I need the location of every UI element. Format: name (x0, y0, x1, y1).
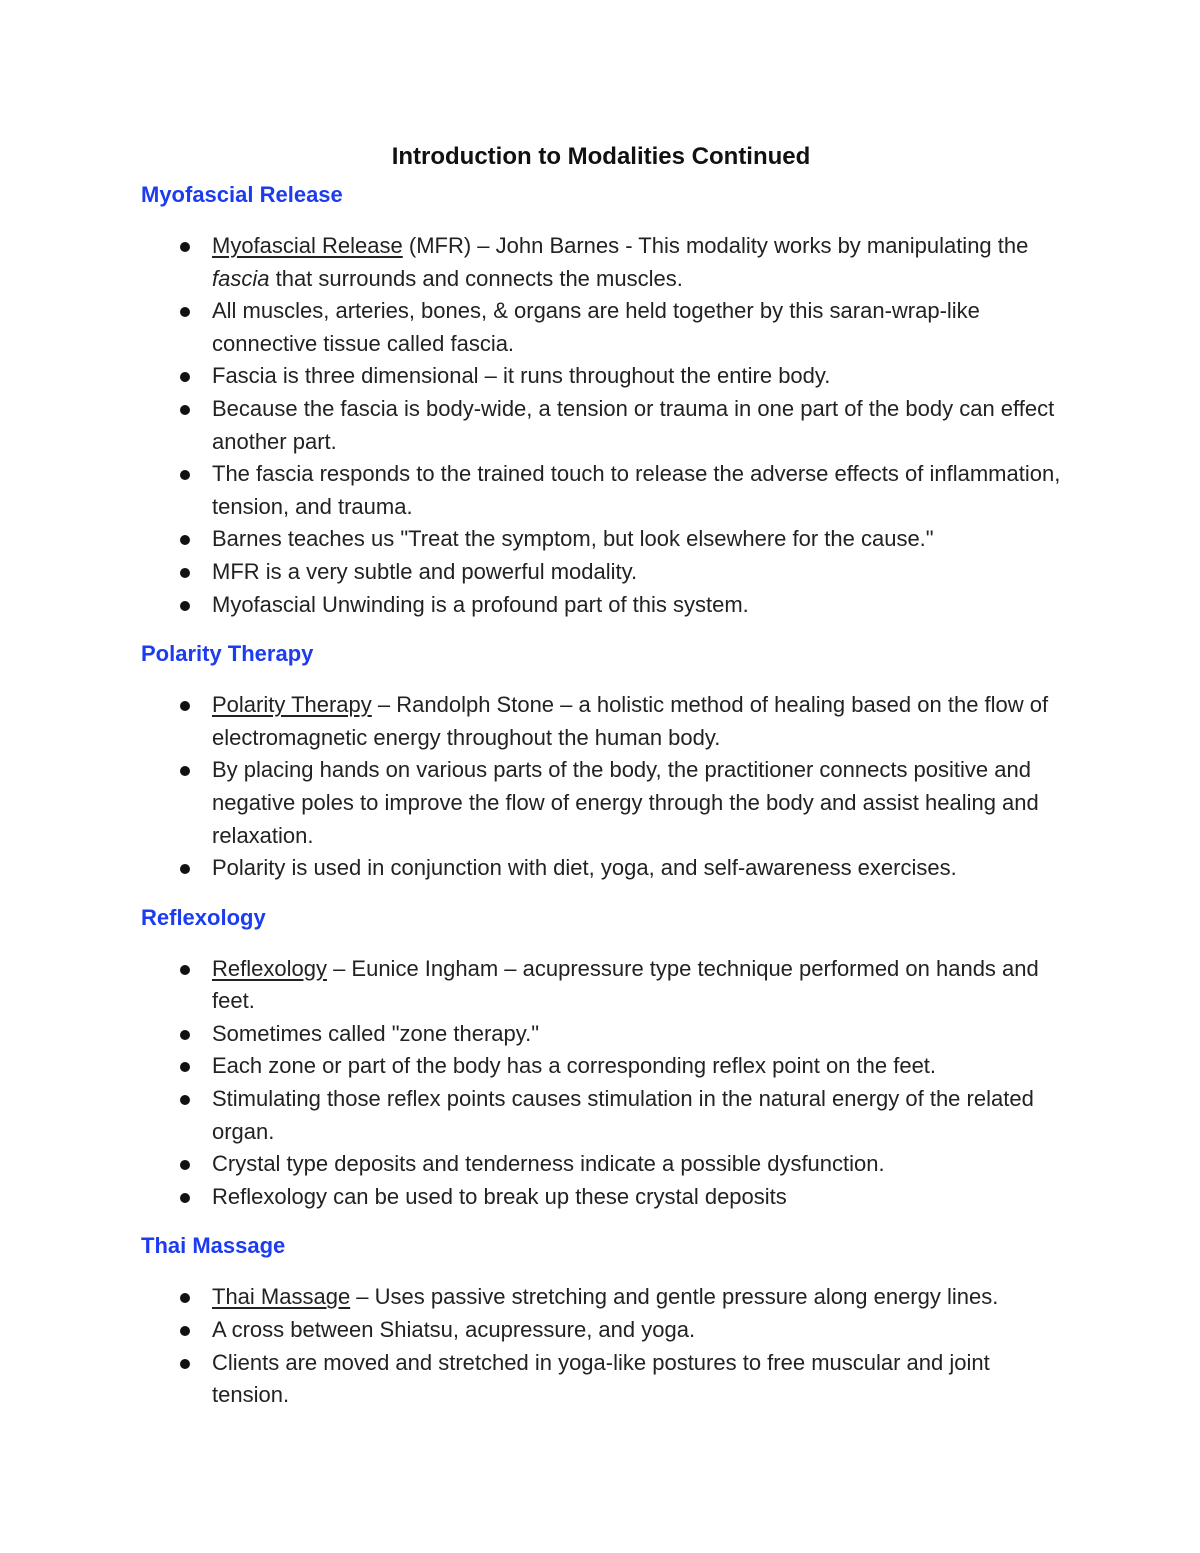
bullet-text: Crystal type deposits and tenderness indicate a possible dysfunction. (212, 1151, 885, 1177)
list-item (141, 1083, 1061, 1148)
section (141, 903, 1061, 1214)
bullet-text: Fascia is three dimensional – it runs throughout the entire body. (212, 363, 831, 389)
bullet-icon (180, 766, 190, 776)
bullet-icon (180, 1095, 190, 1105)
bullet-text: (MFR) – John Barnes - This modality works by manipulating the (402, 233, 1029, 258)
bullet-text: Myofascial Unwinding is a profound part of this system. (212, 591, 749, 617)
bullet-icon (180, 701, 190, 711)
section (141, 639, 1061, 885)
list-item (141, 1347, 1061, 1412)
bullet-icon (180, 568, 190, 578)
page-title: Introduction to Modalities Continued (391, 143, 811, 170)
bullet-icon (180, 372, 190, 382)
bullet-text: A cross between Shiatsu, acupressure, and yoga. (212, 1317, 696, 1343)
section-heading: Reflexology (141, 904, 266, 930)
bullet-icon (180, 965, 190, 975)
list-item (141, 953, 1061, 1018)
bullet-text: Clients are moved and stretched in yoga-like postures to free muscular and joint tension. (212, 1349, 990, 1408)
bullet-icon (180, 1160, 190, 1170)
bullet-icon (180, 405, 190, 415)
bullet-text: Polarity is used in conjunction with diet, yoga, and self-awareness exercises. (212, 855, 957, 881)
bullet-icon (180, 864, 190, 874)
section-heading: Polarity Therapy (141, 641, 314, 667)
bullet-list (141, 1281, 1061, 1411)
bullet-icon (180, 1359, 190, 1369)
bullet-text: MFR is a very subtle and powerful modality. (212, 558, 638, 584)
list-item (141, 360, 1061, 393)
bullet-list (141, 953, 1061, 1214)
italic-term: fascia (212, 265, 270, 291)
bullet-icon (180, 307, 190, 317)
list-item (141, 295, 1061, 360)
term-label: Polarity Therapy (212, 692, 372, 718)
list-item (141, 1050, 1061, 1083)
list-item (141, 1148, 1061, 1181)
list-item (141, 1281, 1061, 1314)
bullet-text: The fascia responds to the trained touch to release the adverse effects of inflammation, tension, and trauma. (212, 461, 1061, 519)
term-label: Thai Massage (212, 1284, 351, 1310)
section-heading: Myofascial Release (141, 182, 343, 207)
bullet-icon (180, 242, 190, 252)
list-item (141, 589, 1061, 622)
bullet-icon (180, 1193, 190, 1203)
document-page (141, 140, 1061, 1412)
list-item (141, 852, 1061, 885)
section (141, 180, 1061, 621)
list-item (141, 556, 1061, 589)
bullet-text: Each zone or part of the body has a corresponding reflex point on the feet. (212, 1053, 937, 1079)
sections-container (141, 180, 1061, 1412)
bullet-text: that surrounds and connects the muscles. (269, 265, 683, 291)
section-heading: Thai Massage (141, 1233, 286, 1259)
list-item (141, 393, 1061, 458)
bullet-icon (180, 1293, 190, 1303)
bullet-text: Stimulating those reflex points causes stimulation in the natural energy of the related organ. (212, 1086, 1034, 1144)
bullet-text: – Eunice Ingham – acupressure type technique performed on hands and feet. (212, 955, 1039, 1014)
bullet-icon (180, 1062, 190, 1072)
bullet-text: Reflexology can be used to break up these crystal deposits (212, 1183, 787, 1209)
bullet-text: All muscles, arteries, bones, & organs are held together by this saran-wrap-like connective tissue called fascia. (212, 298, 980, 356)
list-item (141, 1314, 1061, 1347)
bullet-icon (180, 535, 190, 545)
term-label: Reflexology (212, 955, 327, 981)
list-item (141, 1181, 1061, 1214)
bullet-text: By placing hands on various parts of the body, the practitioner connects positive and negative poles to improve the flow of energy through the body and assist healing and relaxation. (212, 757, 1039, 848)
list-item (141, 754, 1061, 852)
bullet-text: Sometimes called "zone therapy." (212, 1020, 540, 1046)
bullet-icon (180, 1030, 190, 1040)
section (141, 1231, 1061, 1411)
list-item (141, 1018, 1061, 1051)
list-item (141, 689, 1061, 754)
bullet-text: – Randolph Stone – a holistic method of healing based on the flow of electromagnetic energy throughout the human body. (212, 692, 1049, 750)
term-label: Myofascial Release (212, 233, 403, 258)
list-item (141, 523, 1061, 556)
bullet-icon (180, 470, 190, 480)
bullet-text: – Uses passive stretching and gentle pressure along energy lines. (350, 1284, 999, 1310)
bullet-text: Barnes teaches us "Treat the symptom, but look elsewhere for the cause." (212, 526, 934, 552)
bullet-icon (180, 601, 190, 611)
bullet-text: Because the fascia is body-wide, a tension or trauma in one part of the body can effect another part. (212, 395, 1055, 454)
bullet-list (141, 689, 1061, 885)
bullet-list (141, 230, 1061, 621)
list-item (141, 230, 1061, 295)
list-item (141, 458, 1061, 523)
bullet-icon (180, 1326, 190, 1336)
